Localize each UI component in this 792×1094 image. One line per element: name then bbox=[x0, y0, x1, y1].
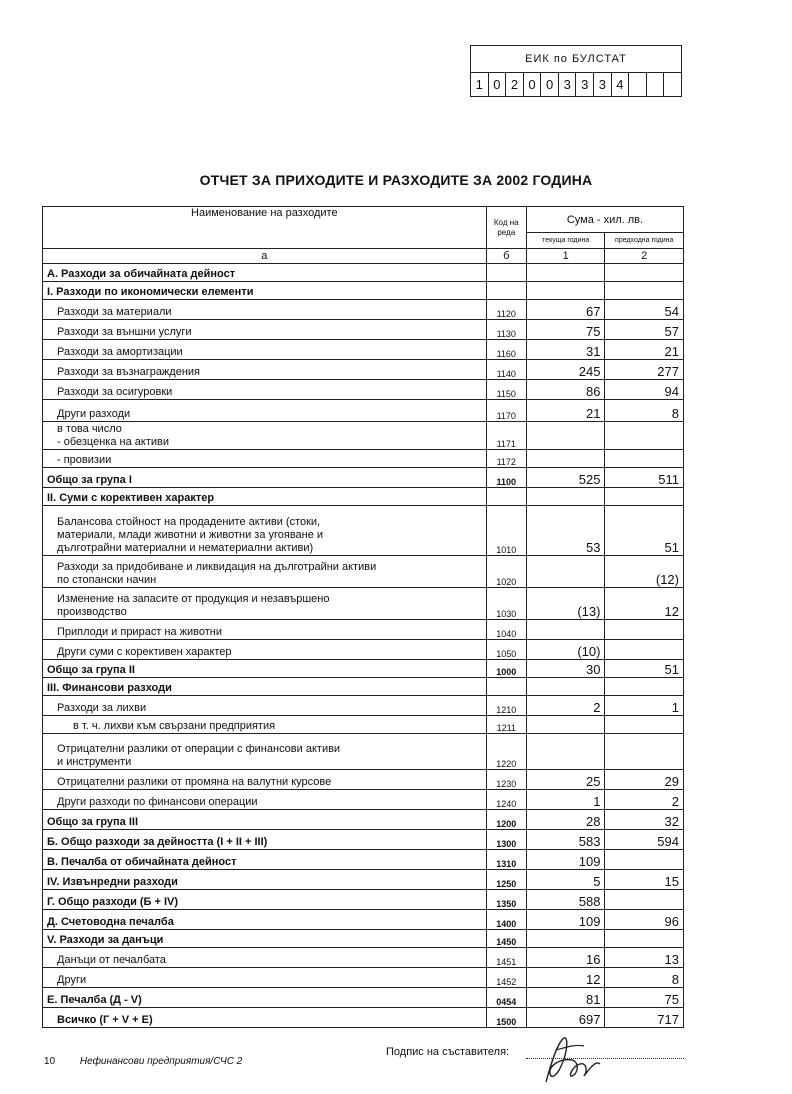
row-current-value: 75 bbox=[526, 320, 605, 340]
eik-digit: 0 bbox=[541, 73, 559, 97]
row-previous-value: 29 bbox=[605, 770, 684, 790]
row-current-value: 1 bbox=[526, 790, 605, 810]
row-name: Данъци от печалбата bbox=[43, 948, 487, 968]
row-code: 1120 bbox=[486, 300, 526, 320]
row-code: 1452 bbox=[486, 968, 526, 988]
row-previous-value: 75 bbox=[605, 988, 684, 1008]
row-code bbox=[486, 488, 526, 506]
row-name: Общо за група II bbox=[43, 660, 487, 678]
row-previous-value bbox=[605, 264, 684, 282]
row-previous-value: 1 bbox=[605, 696, 684, 716]
expense-report-table bbox=[42, 206, 684, 1028]
table-row bbox=[43, 696, 684, 716]
header-previous-year: предходна година bbox=[605, 233, 684, 249]
row-name: Разходи за осигуровки bbox=[43, 380, 487, 400]
table-row bbox=[43, 770, 684, 790]
row-current-value: 525 bbox=[526, 468, 605, 488]
row-code: 1150 bbox=[486, 380, 526, 400]
row-name: Е. Печалба (Д - V) bbox=[43, 988, 487, 1008]
row-code: 1160 bbox=[486, 340, 526, 360]
row-code: 1500 bbox=[486, 1008, 526, 1028]
header-name: Наименование на разходите bbox=[43, 207, 487, 249]
row-current-value: 67 bbox=[526, 300, 605, 320]
row-previous-value: 2 bbox=[605, 790, 684, 810]
row-code: 1240 bbox=[486, 790, 526, 810]
row-name: V. Разходи за данъци bbox=[43, 930, 487, 948]
row-code: 1140 bbox=[486, 360, 526, 380]
page-title: ОТЧЕТ ЗА ПРИХОДИТЕ И РАЗХОДИТЕ ЗА 2002 ГОДИНА bbox=[199, 172, 593, 188]
row-code: 1130 bbox=[486, 320, 526, 340]
row-code: 1300 bbox=[486, 830, 526, 850]
row-previous-value bbox=[605, 422, 684, 450]
row-name: Общо за група I bbox=[43, 468, 487, 488]
table-row bbox=[43, 968, 684, 988]
table-row bbox=[43, 488, 684, 506]
page-number: 10 bbox=[44, 1056, 56, 1067]
row-code: 1171 bbox=[486, 422, 526, 450]
row-name: Г. Общо разходи (Б + IV) bbox=[43, 890, 487, 910]
report-body bbox=[43, 264, 684, 1028]
table-row bbox=[43, 588, 684, 620]
row-current-value bbox=[526, 282, 605, 300]
row-code: 1211 bbox=[486, 716, 526, 734]
row-current-value: 5 bbox=[526, 870, 605, 890]
row-code: 1310 bbox=[486, 850, 526, 870]
table-row bbox=[43, 380, 684, 400]
eik-box bbox=[470, 45, 682, 97]
table-row bbox=[43, 320, 684, 340]
table-row bbox=[43, 422, 684, 450]
row-name: Разходи за възнаграждения bbox=[43, 360, 487, 380]
row-code: 1451 bbox=[486, 948, 526, 968]
row-code: 0454 bbox=[486, 988, 526, 1008]
row-name: Разходи за придобиване и ликвидация на дълготрайни активи по стопански начин bbox=[43, 556, 487, 588]
eik-digit: 3 bbox=[576, 73, 594, 97]
row-previous-value: 96 bbox=[605, 910, 684, 930]
row-name: Други разходи bbox=[43, 400, 487, 422]
row-current-value: 21 bbox=[526, 400, 605, 422]
row-current-value bbox=[526, 450, 605, 468]
row-code: 1040 bbox=[486, 620, 526, 640]
header-code: Код на реда bbox=[486, 207, 526, 249]
table-row bbox=[43, 300, 684, 320]
row-code: 1170 bbox=[486, 400, 526, 422]
row-previous-value: 13 bbox=[605, 948, 684, 968]
row-name: Приплоди и прираст на животни bbox=[43, 620, 487, 640]
row-name: Балансова стойност на продадените активи (стоки, материали, млади животни и животни за угояване и дълготрайни материални и нематериални активи) bbox=[43, 506, 487, 556]
row-previous-value: 54 bbox=[605, 300, 684, 320]
header-index-a: а bbox=[43, 249, 487, 264]
row-code: 1350 bbox=[486, 890, 526, 910]
table-row bbox=[43, 948, 684, 968]
row-code: 1172 bbox=[486, 450, 526, 468]
row-previous-value: (12) bbox=[605, 556, 684, 588]
row-name: Отрицателни разлики от промяна на валутни курсове bbox=[43, 770, 487, 790]
header-index-1: 1 bbox=[526, 249, 605, 264]
eik-digit bbox=[629, 73, 647, 97]
table-row bbox=[43, 556, 684, 588]
row-name: Разходи за амортизации bbox=[43, 340, 487, 360]
table-row bbox=[43, 988, 684, 1008]
row-name: А. Разходи за обичайната дейност bbox=[43, 264, 487, 282]
row-previous-value bbox=[605, 640, 684, 660]
row-name: Изменение на запасите от продукция и незавършено производство bbox=[43, 588, 487, 620]
row-code: 1030 bbox=[486, 588, 526, 620]
row-previous-value: 717 bbox=[605, 1008, 684, 1028]
row-previous-value bbox=[605, 488, 684, 506]
header-index-2: 2 bbox=[605, 249, 684, 264]
row-name: Разходи за материали bbox=[43, 300, 487, 320]
eik-digit: 3 bbox=[559, 73, 577, 97]
row-previous-value: 32 bbox=[605, 810, 684, 830]
header-current-year: текуща година bbox=[526, 233, 605, 249]
signature-label: Подпис на съставителя: bbox=[386, 1046, 510, 1058]
row-previous-value: 51 bbox=[605, 506, 684, 556]
row-previous-value: 594 bbox=[605, 830, 684, 850]
row-previous-value bbox=[605, 734, 684, 770]
row-name: II. Суми с корективен характер bbox=[43, 488, 487, 506]
row-name: Общо за група III bbox=[43, 810, 487, 830]
row-previous-value: 51 bbox=[605, 660, 684, 678]
row-name: Всичко (Г + V + Е) bbox=[43, 1008, 487, 1028]
row-previous-value bbox=[605, 930, 684, 948]
row-previous-value bbox=[605, 890, 684, 910]
eik-digit bbox=[664, 73, 681, 97]
eik-digit: 0 bbox=[489, 73, 507, 97]
row-previous-value: 12 bbox=[605, 588, 684, 620]
row-code: 1010 bbox=[486, 506, 526, 556]
row-previous-value bbox=[605, 282, 684, 300]
eik-digit: 0 bbox=[524, 73, 542, 97]
row-current-value bbox=[526, 488, 605, 506]
row-name: Други разходи по финансови операции bbox=[43, 790, 487, 810]
table-row bbox=[43, 360, 684, 380]
row-name: Други bbox=[43, 968, 487, 988]
row-code bbox=[486, 282, 526, 300]
row-previous-value: 8 bbox=[605, 968, 684, 988]
row-current-value: (10) bbox=[526, 640, 605, 660]
row-code: 1230 bbox=[486, 770, 526, 790]
row-previous-value bbox=[605, 678, 684, 696]
table-row bbox=[43, 660, 684, 678]
row-name: IV. Извънредни разходи bbox=[43, 870, 487, 890]
row-previous-value bbox=[605, 620, 684, 640]
row-code: 1050 bbox=[486, 640, 526, 660]
row-code: 1000 bbox=[486, 660, 526, 678]
table-row bbox=[43, 910, 684, 930]
table-row bbox=[43, 340, 684, 360]
row-name: Други суми с корективен характер bbox=[43, 640, 487, 660]
row-current-value: 245 bbox=[526, 360, 605, 380]
row-current-value bbox=[526, 678, 605, 696]
eik-digits bbox=[471, 72, 681, 97]
eik-digit: 4 bbox=[612, 73, 630, 97]
row-current-value: 30 bbox=[526, 660, 605, 678]
row-current-value: 31 bbox=[526, 340, 605, 360]
table-row bbox=[43, 282, 684, 300]
row-current-value: 588 bbox=[526, 890, 605, 910]
eik-digit: 2 bbox=[506, 73, 524, 97]
row-current-value: 583 bbox=[526, 830, 605, 850]
table-row bbox=[43, 678, 684, 696]
row-current-value: 12 bbox=[526, 968, 605, 988]
row-name: I. Разходи по икономически елементи bbox=[43, 282, 487, 300]
row-current-value bbox=[526, 620, 605, 640]
header-index-b: б bbox=[486, 249, 526, 264]
table-row bbox=[43, 830, 684, 850]
row-code: 1220 bbox=[486, 734, 526, 770]
row-current-value bbox=[526, 734, 605, 770]
table-row bbox=[43, 930, 684, 948]
row-current-value bbox=[526, 422, 605, 450]
table-row bbox=[43, 790, 684, 810]
row-previous-value: 15 bbox=[605, 870, 684, 890]
row-current-value: 697 bbox=[526, 1008, 605, 1028]
table-row bbox=[43, 450, 684, 468]
row-current-value: 109 bbox=[526, 850, 605, 870]
row-name: в т. ч. лихви към свързани предприятия bbox=[43, 716, 487, 734]
row-current-value: 2 bbox=[526, 696, 605, 716]
row-code: 1020 bbox=[486, 556, 526, 588]
row-code: 1400 bbox=[486, 910, 526, 930]
row-previous-value: 57 bbox=[605, 320, 684, 340]
row-current-value bbox=[526, 716, 605, 734]
row-name: Д. Счетоводна печалба bbox=[43, 910, 487, 930]
row-code: 1100 bbox=[486, 468, 526, 488]
row-name: Б. Общо разходи за дейността (I + II + III) bbox=[43, 830, 487, 850]
row-previous-value: 21 bbox=[605, 340, 684, 360]
table-row bbox=[43, 506, 684, 556]
row-current-value: 109 bbox=[526, 910, 605, 930]
row-previous-value: 511 bbox=[605, 468, 684, 488]
table-row bbox=[43, 468, 684, 488]
table-row bbox=[43, 716, 684, 734]
row-current-value: (13) bbox=[526, 588, 605, 620]
table-row bbox=[43, 640, 684, 660]
table-row bbox=[43, 620, 684, 640]
eik-digit: 3 bbox=[594, 73, 612, 97]
row-name: Отрицателни разлики от операции с финансови активи и инструменти bbox=[43, 734, 487, 770]
row-current-value: 25 bbox=[526, 770, 605, 790]
row-name: Разходи за външни услуги bbox=[43, 320, 487, 340]
row-current-value bbox=[526, 264, 605, 282]
row-name: Разходи за лихви bbox=[43, 696, 487, 716]
table-row bbox=[43, 810, 684, 830]
footer-page-info bbox=[44, 1056, 242, 1067]
eik-digit: 1 bbox=[471, 73, 489, 97]
table-row bbox=[43, 264, 684, 282]
row-previous-value: 8 bbox=[605, 400, 684, 422]
row-current-value: 16 bbox=[526, 948, 605, 968]
row-previous-value: 94 bbox=[605, 380, 684, 400]
row-code bbox=[486, 678, 526, 696]
row-code: 1210 bbox=[486, 696, 526, 716]
row-code: 1250 bbox=[486, 870, 526, 890]
table-row bbox=[43, 734, 684, 770]
row-current-value: 28 bbox=[526, 810, 605, 830]
row-current-value bbox=[526, 556, 605, 588]
row-name: - провизии bbox=[43, 450, 487, 468]
eik-digit bbox=[647, 73, 665, 97]
row-previous-value bbox=[605, 850, 684, 870]
row-previous-value: 277 bbox=[605, 360, 684, 380]
row-current-value bbox=[526, 930, 605, 948]
eik-label: ЕИК по БУЛСТАТ bbox=[525, 53, 627, 65]
table-row bbox=[43, 850, 684, 870]
row-name: в това число - обезценка на активи bbox=[43, 422, 487, 450]
row-current-value: 86 bbox=[526, 380, 605, 400]
row-current-value: 81 bbox=[526, 988, 605, 1008]
table-row bbox=[43, 400, 684, 422]
row-previous-value bbox=[605, 450, 684, 468]
header-sum: Сума - хил. лв. bbox=[526, 207, 683, 233]
row-code bbox=[486, 264, 526, 282]
form-name: Нефинансови предприятия/СЧС 2 bbox=[79, 1056, 243, 1067]
row-code: 1200 bbox=[486, 810, 526, 830]
handwritten-signature-icon bbox=[538, 1030, 608, 1090]
row-name: В. Печалба от обичайната дейност bbox=[43, 850, 487, 870]
table-row bbox=[43, 870, 684, 890]
table-row bbox=[43, 890, 684, 910]
row-current-value: 53 bbox=[526, 506, 605, 556]
row-name: III. Финансови разходи bbox=[43, 678, 487, 696]
row-code: 1450 bbox=[486, 930, 526, 948]
table-row bbox=[43, 1008, 684, 1028]
row-previous-value bbox=[605, 716, 684, 734]
